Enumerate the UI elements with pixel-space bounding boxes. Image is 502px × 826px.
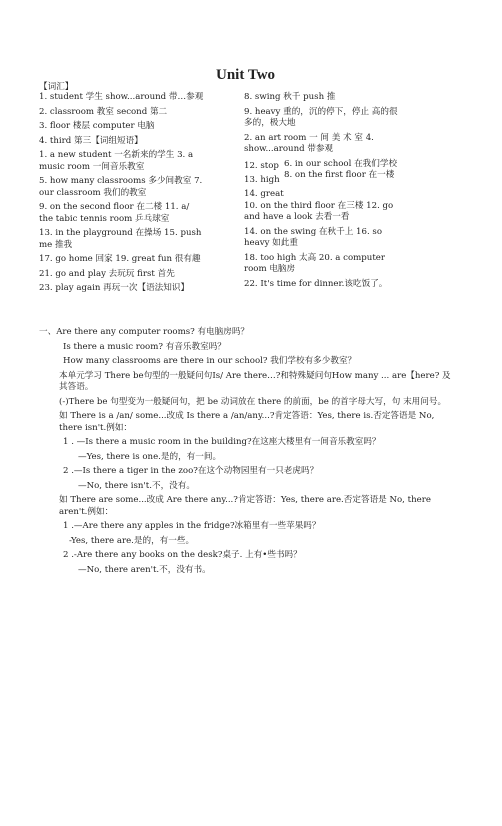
phrase-line: 6. in our school 在我们学校 8. on the first floor 在一楼 <box>284 158 398 180</box>
grammar-line: Is there a music room? 有音乐教室吗？ <box>63 341 226 352</box>
vocab-word: 14. great <box>244 188 284 199</box>
grammar-line: How many classrooms are there in our school? 我们学校有多少教室？ <box>63 356 357 366</box>
grammar-paragraph: 如 There are some...改成 Are there any...?肯定答语：Yes, there are.否定答语是 No, there aren't.例如： <box>59 495 431 517</box>
phrase-line: 13. in the playground 在操场 15. push me 推我 <box>39 228 202 250</box>
vocab-line: 9. heavy 重的，沉的停下，停止 高的很多的，极大地 <box>244 106 398 128</box>
example-line: 1 . —Is there a music room in the building?在这座大楼里有一间音乐教室吗？ <box>63 437 381 447</box>
phrase-line: 2. an art room 一 间 美 术 室 4. show...around 带参观 <box>244 132 374 154</box>
example-line: 2 .—Is there a tiger in the zoo?在这个动物园里有一只老虎吗？ <box>63 466 319 476</box>
phrase-line: 22. It's time for dinner.该吃饭了。 <box>244 278 388 289</box>
grammar-paragraph: 本单元学习 There be句型的一般疑问句Is/ Are there…?和特殊疑问句How many ... are【here? 及其答语。 <box>59 370 451 392</box>
grammar-heading: 一、Are there any computer rooms? 有电脑房吗？ <box>39 327 250 337</box>
example-line: 2 .-Are there any books on the desk?桌子. 上有•些书吗？ <box>63 550 302 560</box>
vocab-line: 3. floor 楼层 computer 电脑 <box>39 121 155 131</box>
phrase-line: 1. a new student 一名新来的学生 3. a music room 一间音乐教室 <box>39 150 194 172</box>
phrase-line: 5. how many classrooms 多少间教室 7. our classroom 我们的教室 <box>39 176 203 198</box>
grammar-paragraph: 如 There is a /an/ some...改成 Is there a /an/any...?肯定答语：Yes, there is.否定答语是 No, there isn't.例如： <box>59 411 435 433</box>
phrase-line: 18. too high 太高 20. a computer room 电脑房 <box>244 252 385 274</box>
phrase-line: 9. on the second floor 在二楼 11. a/ the tabic tennis room 乒乓球室 <box>39 202 190 224</box>
vocab-line: 2. classroom 教室 second 第二 <box>39 106 168 117</box>
grammar-section <box>39 327 459 579</box>
phrase-line: 21. go and play 去玩玩 first 首先 <box>39 268 175 279</box>
vocab-right-column <box>244 92 404 293</box>
example-line: —Yes, there is one.是的，有一间。 <box>78 451 222 462</box>
vocab-line: 4. third 第三【词组短语】 <box>39 135 143 146</box>
vocab-word: 12. stop <box>244 160 279 171</box>
vocab-sub-block <box>244 159 404 201</box>
example-line: 1 .—Are there any apples in the fridge?冰箱里有一些苹果吗？ <box>63 521 321 531</box>
example-line: —No, there isn't.不，没有。 <box>78 480 195 491</box>
example-line: -Yes, there are.是的，有一些。 <box>69 535 195 546</box>
vocab-line: 1. student 学生 show...around 带…参观 <box>39 92 204 102</box>
vocab-left-column <box>39 92 204 298</box>
vocab-word: 13. high <box>244 174 280 185</box>
grammar-paragraph: (-)There be 句型变为一般疑问句，把 be 动词放在 there 的前面，be 的首字母大写，句 末用问号。 <box>59 396 447 407</box>
vocab-line: 8. swing 秋千 push 推 <box>244 92 336 102</box>
phrase-line: 23. play again 再玩一次【语法知识】 <box>39 283 190 293</box>
phrase-line: 17. go home 回家 19. great fun 很有趣 <box>39 254 201 264</box>
phrase-line: 10. on the third floor 在三楼 12. go and have a look 去看一看 <box>244 200 394 222</box>
phrase-line: 14. on the swing 在秋千上 16. so heavy 如此重 <box>244 226 383 248</box>
vocab-header: 【词汇】 <box>39 82 74 92</box>
example-line: —No, there aren't.不，没有书。 <box>78 564 211 575</box>
page-title: Unit Two <box>216 67 276 83</box>
